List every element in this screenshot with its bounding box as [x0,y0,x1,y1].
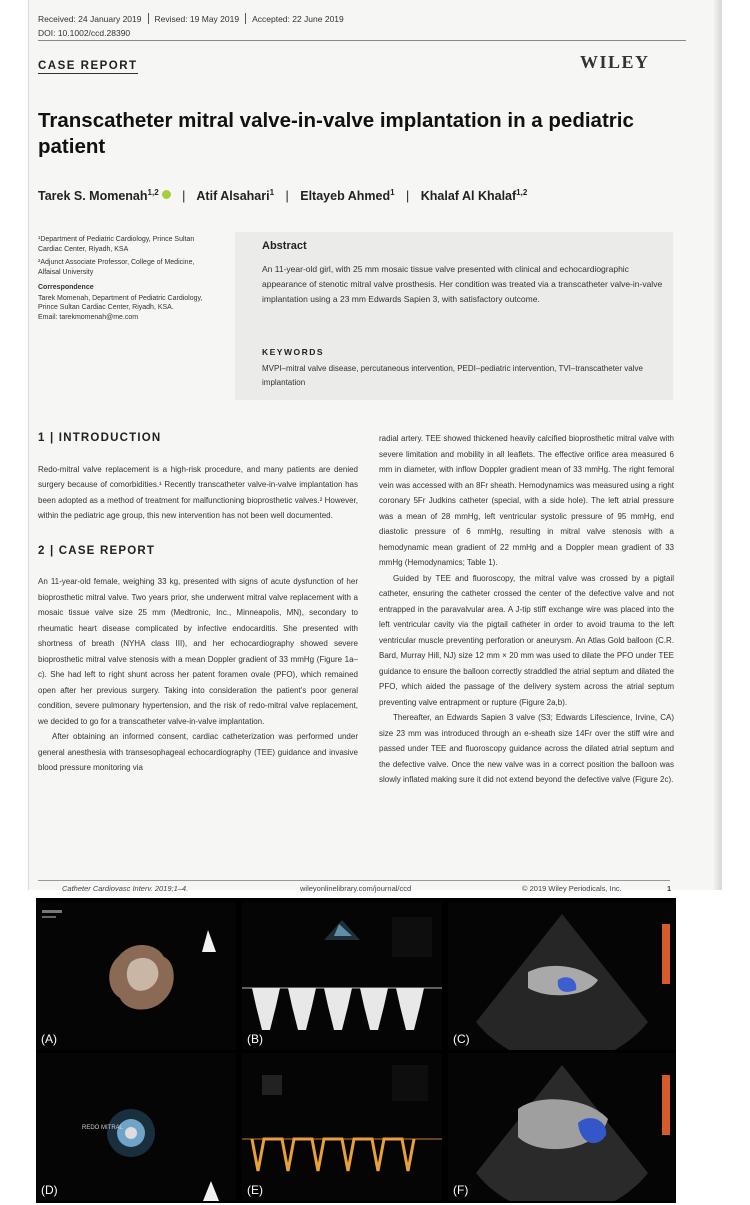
correspondence-heading: Correspondence [38,284,94,291]
panel-label: (C) [453,1032,470,1046]
divider [245,13,246,24]
paragraph: Redo-mitral valve replacement is a high-risk procedure, and many patients are denied surgery because of comorbidities.¹ Recently transcatheter valve-in-valve implantation has been adopted as a method of treatment for malfunctioning bioprosthetic valves.² However, within the pediatric age group, this new intervention has not been well documented. [38,464,358,520]
paragraph: An 11-year-old female, weighing 33 kg, presented with signs of acute dysfunction of her bioprosthetic mitral valve. Two years prior, she underwent mitral valve replacement with a mosaic tissue valve size 25 mm (Medtronic, Inc., Minneapolis, MN), secondary to rheumatic heart disease complicated by infective endocarditis. She presented with shortness of breath (NYHA class III), and her echocardiography showed severe bioprosthetic mitral valve stenosis with a mean Doppler gradient of 33 mmHg (Figure 1a–c). She had left to right shunt across her patent foramen ovale (PFO), which remained open after her previous surgery. Taking into consideration the patient's poor general condition, severe pulmonary hypertension, and the risk of redo-mitral valve replacement, we decided to go for a transcatheter valve-in-valve implantation. [38,577,358,726]
doppler-trace-image [242,902,442,1050]
keywords-heading: KEYWORDS [262,347,325,357]
body-column-right [379,431,674,788]
section-heading-case-report: 2 | CASE REPORT [38,544,156,557]
author-list [38,188,527,203]
figure-1 [36,898,676,1203]
received-date: Received: 24 January 2019 [38,13,142,24]
author-divider: | [285,189,289,204]
abstract-heading: Abstract [262,240,307,252]
correspondence-address: Tarek Momenah, Department of Pediatric Cardiology, Prince Sultan Cardiac Center, Riyadh, KSA. [38,294,203,311]
author-divider: | [182,189,186,204]
body-column-left [38,431,358,776]
author-name[interactable]: Tarek S. Momenah [38,189,148,204]
header-rule [38,40,686,41]
affiliations [38,235,208,326]
echo-3d-image [36,902,236,1050]
keywords-text: MVPI–mitral valve disease, percutaneous intervention, PEDI–pediatric intervention, TVI–transcatheter valve implantation [262,364,643,387]
author-affil-sup: 1 [390,188,395,197]
panel-label: (A) [41,1032,57,1046]
figure-panel-b [242,902,442,1050]
figure-panel-f [448,1053,676,1201]
figure-panel-c [448,902,676,1050]
doppler-trace-image [242,1053,442,1201]
figure-panel-e [242,1053,442,1201]
journal-website[interactable]: wileyonlinelibrary.com/journal/ccd [300,884,412,893]
author-divider: | [406,189,410,204]
paragraph: radial artery. TEE showed thickened heavily calcified bioprosthetic mitral valve with severe limitation and mobility in all leaflets. The effective orifice area measured 6 mm in diameter, with inflow Doppler gradient mean of 33 mmHg. The right femoral vein was accessed with an 8Fr sheath. Hemodynamics was measured using a right coronary 5Fr Judkins catheter (special, with a side hole). The left atrial pressure was a mean of 28 mmHg, left ventricular systolic pressure of 95 mmHg, end diastolic pressure of 6 mmHg, resulting in mitral valve stenosis with a hemodynamic mean gradient of 22 mmHg and a Doppler mean gradient of 33 mmHg (Hemodynamics; Table 1). [379,434,674,567]
correspondence-email[interactable]: Email: tarekmomenah@me.com [38,313,139,321]
panel-label: (F) [453,1183,469,1197]
paragraph: Guided by TEE and fluoroscopy, the mitral valve was crossed by a pigtail catheter, ensuring the catheter crossed the center of the defective valve and not entrapped in the paravalvular area. A J-tip stiff exchange wire was placed into the left ventricular cavity via the pigtail catheter in order to avoid trauma to the left ventricular muscle preventing perforation or aneurysm. An Atlas Gold balloon (C.R. Bard, Murray Hill, NJ) size 12 mm × 20 mm was used to dilate the PFO under TEE guidance to ensure the balloon correctly straddled the atrial septum and dilated the PFO, which aided the passage of the delivery system across the atrial septum preventing valve entrapment or rupture (Figure 2a,b). [379,573,674,707]
footer-rule [38,880,670,881]
author-name[interactable]: Khalaf Al Khalaf [420,189,517,204]
orcid-icon[interactable] [162,190,171,199]
panel-annotation: REDO MITRAL [82,1125,124,1131]
section-heading-introduction: 1 | INTRODUCTION [38,432,162,444]
affiliation-1: ¹Department of Pediatric Cardiology, Prince Sultan Cardiac Center, Riyadh, KSA [38,236,195,253]
journal-citation: Catheter Cardiovasc Interv. 2019;1–4. [62,884,189,893]
author-affil-sup: 1 [269,188,275,197]
publisher-logo: WILEY [580,52,650,72]
author-affil-sup: 1,2 [516,188,528,197]
echo-color-image [448,1053,676,1201]
panel-label: (B) [247,1032,263,1046]
accepted-date: Accepted: 22 June 2019 [252,13,344,24]
figure-panel-d [36,1053,236,1201]
panel-label: (D) [41,1183,58,1197]
author-name[interactable]: Eltayeb Ahmed [300,189,391,204]
revised-date: Revised: 19 May 2019 [154,13,240,24]
author-affil-sup: 1,2 [147,188,159,197]
author-name[interactable]: Atif Alsahari [196,189,270,204]
page-number: 1 [667,884,672,893]
copyright: © 2019 Wiley Periodicals, Inc. [522,884,622,893]
panel-label: (E) [247,1183,263,1197]
paragraph: After obtaining an informed consent, cardiac catheterization was performed under general anesthesia with transesophageal echocardiography (TEE) guidance and invasive blood pressure monitoring via [38,732,358,772]
paragraph: Thereafter, an Edwards Sapien 3 valve (S3; Edwards Lifescience, Irvine, CA) size 23 mm was introduced through an e-sheath size 14Fr over the stiff wire and passed under TEE and fluoroscopy guidance across the dilated atrial septum and the defective valve. Once the new valve was in a correct position the balloon was slowly inflated making sure it did not extend beyond the defective valve (Figure 2c). [379,713,674,784]
article-title: Transcatheter mitral valve-in-valve implantation in a pediatric patient [38,109,634,158]
article-type: CASE REPORT [38,60,138,72]
figure-panel-a [36,902,236,1050]
doi[interactable]: DOI: 10.1002/ccd.28390 [38,28,131,38]
echo-color-image [448,902,676,1050]
article-history [38,13,344,38]
echo-3d-valve-image [36,1053,236,1201]
divider [148,13,149,24]
abstract-text: An 11-year-old girl, with 25 mm mosaic tissue valve presented with clinical and echocardiographic appearance of stenotic mitral valve prosthesis. Her condition was treated via a transcatheter valve-in-valve implantation using a 23 mm Edwards Sapien 3, with satisfactory outcome. [262,264,663,304]
affiliation-2: ²Adjunct Associate Professor, College of Medicine, Alfaisal University [38,259,195,276]
